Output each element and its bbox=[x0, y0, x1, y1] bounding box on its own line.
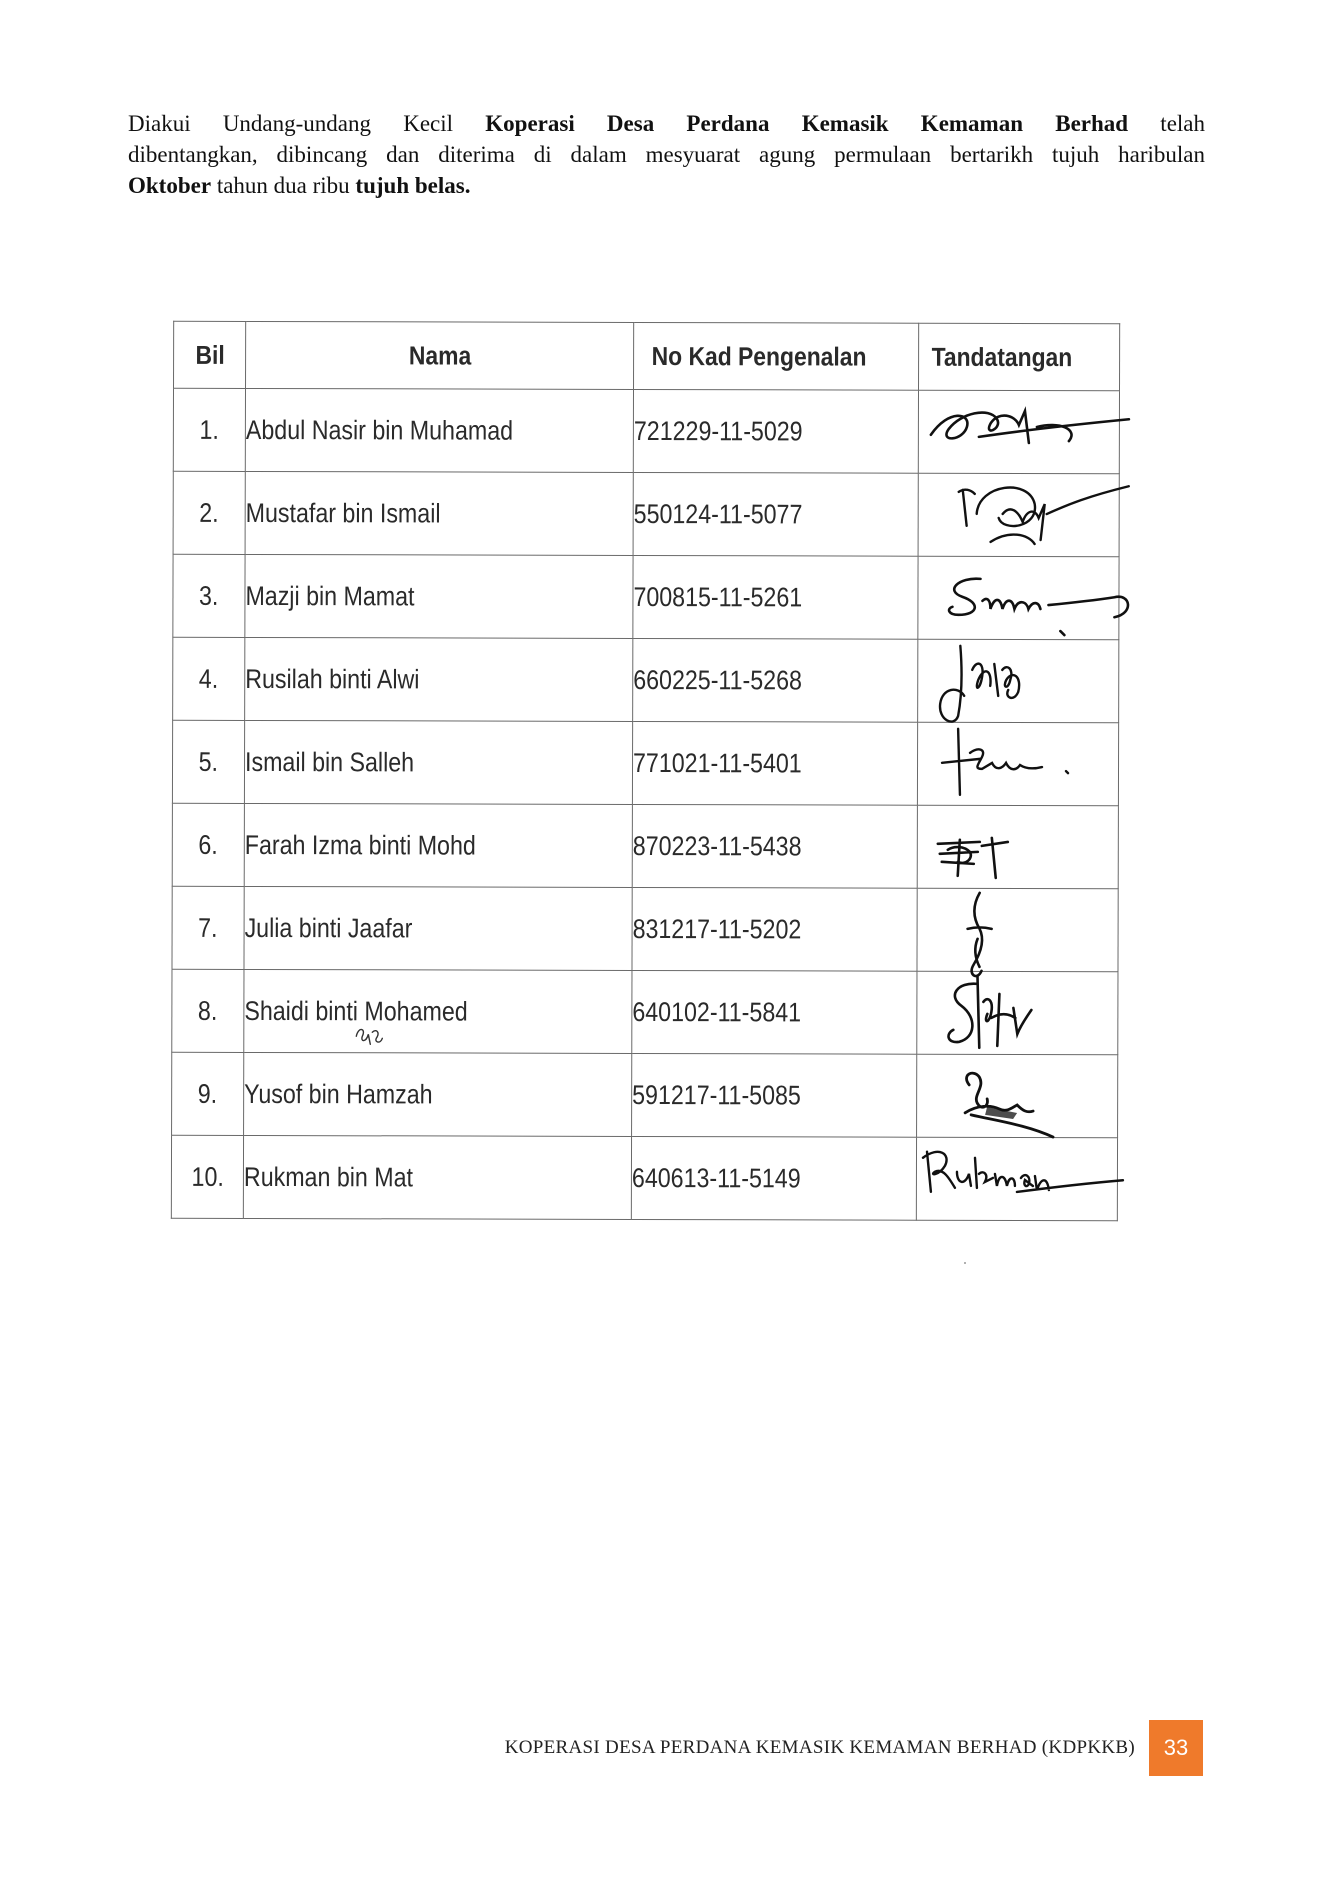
cell-nama bbox=[245, 554, 633, 638]
member-name: Mustafar bin Ismail bbox=[245, 497, 441, 528]
signature-table-wrap bbox=[171, 321, 1119, 1226]
cell-ic bbox=[633, 472, 918, 556]
cell-ic bbox=[632, 1053, 917, 1137]
cell-nama bbox=[244, 886, 632, 970]
cooperative-name: Koperasi Desa Perdana Kemasik Kemaman Berhad bbox=[485, 111, 1129, 136]
table-row bbox=[173, 471, 1119, 556]
cell-nama bbox=[244, 969, 632, 1053]
table-row bbox=[172, 969, 1118, 1054]
member-name: Rukman bin Mat bbox=[243, 1161, 414, 1192]
table-row bbox=[172, 886, 1118, 971]
signature-7 bbox=[917, 889, 1118, 972]
row-number: 7. bbox=[198, 912, 218, 943]
header-bil-label: Bil bbox=[194, 339, 225, 370]
cell-ic bbox=[632, 804, 917, 888]
signature-1 bbox=[919, 391, 1120, 474]
row-number: 6. bbox=[198, 829, 219, 860]
cell-signature bbox=[916, 1137, 1117, 1221]
ic-number: 771021-11-5401 bbox=[632, 747, 802, 778]
signature-table bbox=[171, 321, 1120, 1221]
approval-paragraph bbox=[128, 108, 1205, 201]
signature-4 bbox=[918, 640, 1119, 723]
cell-nama bbox=[243, 1135, 631, 1219]
table-header-row bbox=[174, 321, 1120, 390]
footer-title: KOPERASI DESA PERDANA KEMASIK KEMAMAN BERHAD (KDPKKB) bbox=[504, 1737, 1135, 1758]
ic-number: 870223-11-5438 bbox=[632, 830, 802, 861]
row-number: 9. bbox=[197, 1078, 218, 1109]
table-row bbox=[173, 388, 1119, 473]
cell-ic bbox=[633, 638, 918, 722]
table-row bbox=[172, 1052, 1118, 1137]
cell-ic bbox=[632, 887, 917, 971]
correction-initial bbox=[352, 1022, 386, 1048]
ic-number: 700815-11-5261 bbox=[633, 581, 803, 612]
member-name: Ismail bin Salleh bbox=[244, 746, 415, 777]
row-number: 5. bbox=[198, 746, 219, 777]
cell-bil bbox=[171, 1135, 243, 1218]
cell-signature bbox=[917, 805, 1118, 889]
signature-2 bbox=[919, 474, 1120, 557]
cell-signature bbox=[917, 722, 1118, 806]
ic-number: 660225-11-5268 bbox=[633, 664, 802, 695]
header-nama bbox=[269, 322, 611, 390]
member-name: Farah Izma binti Mohd bbox=[244, 829, 476, 861]
paragraph-text: Diakui Undang-undang Kecil bbox=[128, 111, 486, 136]
page-number: 33 bbox=[1149, 1720, 1203, 1776]
cell-ic bbox=[633, 389, 918, 473]
row-number: 2. bbox=[199, 497, 219, 528]
cell-bil bbox=[173, 388, 245, 471]
ic-number: 591217-11-5085 bbox=[632, 1079, 801, 1110]
cell-bil bbox=[172, 969, 244, 1052]
member-name: Rusilah binti Alwi bbox=[245, 663, 420, 694]
signature-10 bbox=[917, 1138, 1118, 1221]
cell-ic bbox=[633, 555, 918, 639]
cell-bil bbox=[173, 471, 245, 554]
header-nama-label: Nama bbox=[408, 339, 471, 371]
cell-bil bbox=[172, 720, 244, 803]
ic-number: 640613-11-5149 bbox=[631, 1162, 801, 1193]
member-name: Julia binti Jaafar bbox=[244, 912, 413, 943]
table-row bbox=[172, 720, 1118, 805]
ic-number: 831217-11-5202 bbox=[632, 913, 802, 944]
cell-bil bbox=[173, 637, 245, 720]
cell-bil bbox=[172, 886, 244, 969]
ic-number: 721229-11-5029 bbox=[633, 415, 803, 446]
cell-nama bbox=[245, 637, 633, 721]
row-number: 3. bbox=[199, 580, 219, 611]
cell-ic bbox=[632, 970, 917, 1054]
cell-signature bbox=[918, 639, 1119, 723]
paragraph-line-1 bbox=[128, 108, 1205, 139]
ic-number: 550124-11-5077 bbox=[633, 498, 803, 529]
cell-nama bbox=[245, 388, 633, 472]
paragraph-text: tahun dua ribu bbox=[211, 173, 356, 198]
cell-nama bbox=[244, 803, 632, 887]
paragraph-text: telah bbox=[1128, 111, 1205, 136]
meeting-year: tujuh belas. bbox=[355, 173, 471, 198]
table-row bbox=[173, 554, 1119, 639]
cell-ic bbox=[631, 1136, 916, 1220]
header-signature-label: Tandatangan bbox=[931, 341, 1072, 372]
member-name: Shaidi binti Mohamed bbox=[244, 995, 468, 1027]
table-row bbox=[171, 1135, 1117, 1220]
cell-nama bbox=[244, 720, 632, 804]
cell-signature bbox=[917, 971, 1118, 1055]
signature-9 bbox=[917, 1055, 1118, 1138]
header-ic bbox=[651, 323, 902, 391]
cell-signature bbox=[917, 1054, 1118, 1138]
row-number: 10. bbox=[191, 1161, 224, 1192]
page-footer bbox=[505, 1720, 1203, 1776]
header-signature bbox=[931, 323, 1108, 390]
cell-signature bbox=[918, 390, 1119, 474]
cell-signature bbox=[918, 556, 1119, 640]
paragraph-line-2: dibentangkan, dibincang dan diterima di dalam mesyuarat agung permulaan bertarikh tujuh haribulan bbox=[128, 142, 1205, 167]
header-ic-label: No Kad Pengenalan bbox=[651, 340, 867, 372]
signature-8 bbox=[917, 972, 1118, 1055]
table-row bbox=[172, 803, 1118, 888]
member-name: Mazji bin Mamat bbox=[245, 580, 415, 611]
row-number: 1. bbox=[199, 414, 220, 445]
signature-6 bbox=[918, 806, 1119, 889]
cell-nama bbox=[244, 1052, 632, 1136]
signature-3 bbox=[918, 557, 1119, 640]
signature-5 bbox=[918, 723, 1119, 806]
ic-number: 640102-11-5841 bbox=[632, 996, 802, 1027]
cell-ic bbox=[632, 721, 917, 805]
cell-nama bbox=[245, 471, 633, 555]
meeting-month: Oktober bbox=[128, 173, 212, 198]
table-row bbox=[173, 637, 1119, 722]
header-bil bbox=[178, 321, 242, 388]
row-number: 4. bbox=[199, 663, 219, 694]
cell-bil bbox=[173, 554, 245, 637]
cell-signature bbox=[917, 888, 1118, 972]
paragraph-line-3 bbox=[128, 170, 1205, 201]
scan-speck bbox=[964, 1262, 966, 1264]
cell-bil bbox=[172, 1052, 244, 1135]
cell-signature bbox=[918, 473, 1119, 557]
cell-bil bbox=[172, 803, 244, 886]
member-name: Yusof bin Hamzah bbox=[244, 1078, 433, 1109]
member-name: Abdul Nasir bin Muhamad bbox=[245, 414, 514, 446]
row-number: 8. bbox=[198, 995, 218, 1026]
